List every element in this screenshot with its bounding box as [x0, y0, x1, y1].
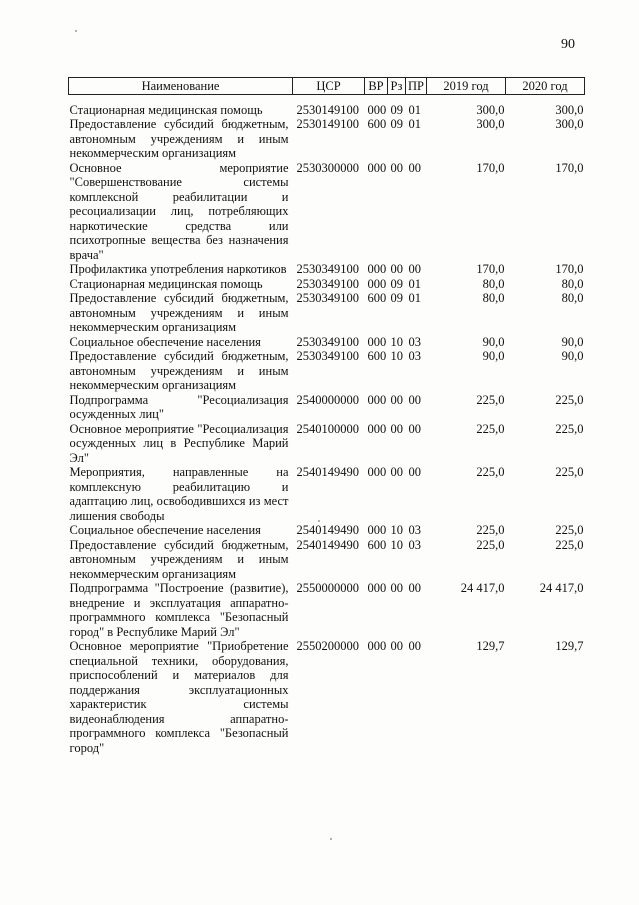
header-vr: ВР: [365, 78, 388, 95]
cell-rz: 09: [390, 102, 403, 117]
cell-name: Основное мероприятие "Приобретение специальной техники, оборудования, приспособлений и материалов для поддержания эксплуатационных характеристик системы видеонаблюдения аппаратно-программного комплекса "Безопасный город": [69, 639, 289, 755]
scan-speck: [75, 30, 77, 32]
cell-2019: 90,0: [482, 349, 505, 363]
cell-name: Предоставление субсидий бюджетным, автономным учреждениям и иным некоммерческим организациям: [69, 349, 289, 392]
scan-speck: [330, 838, 332, 840]
cell-vr: 000: [367, 262, 387, 276]
cell-csr: 2530349100: [296, 276, 359, 291]
cell-2020: 80,0: [561, 291, 584, 305]
cell-pr: 00: [408, 160, 421, 175]
cell-vr: 600: [367, 349, 387, 363]
cell-csr: 2530149100: [296, 102, 359, 117]
cell-rz: 00: [390, 392, 403, 407]
cell-name: Профилактика употребления наркотиков: [69, 262, 287, 276]
cell-2019: 225,0: [476, 523, 505, 537]
cell-2019: 90,0: [482, 334, 505, 349]
cell-name: Стационарная медицинская помощь: [69, 102, 263, 117]
cell-csr: 2540100000: [296, 421, 359, 436]
cell-rz: 09: [390, 291, 403, 305]
table-row: [69, 523, 585, 538]
cell-2020: 225,0: [555, 537, 584, 552]
cell-2019: 225,0: [476, 421, 505, 436]
cell-csr: 2540149490: [296, 523, 359, 537]
cell-csr: 2540149490: [296, 537, 359, 552]
cell-2020: 225,0: [555, 421, 584, 436]
cell-rz: 00: [390, 421, 403, 436]
cell-vr: 000: [367, 523, 387, 537]
cell-pr: 00: [408, 639, 421, 653]
table-row: [69, 161, 585, 263]
cell-2019: 24 417,0: [460, 581, 505, 595]
cell-name: Стационарная медицинская помощь: [69, 276, 263, 291]
cell-rz: 10: [390, 523, 403, 537]
cell-name: Социальное обеспечение населения: [69, 334, 261, 349]
header-name: Наименование: [69, 78, 293, 95]
table-body: [69, 94, 585, 755]
header-rz: Рз: [388, 78, 406, 95]
cell-2020: 24 417,0: [539, 581, 584, 595]
table-row: [69, 465, 585, 523]
cell-rz: 00: [390, 639, 403, 653]
cell-pr: 01: [408, 102, 421, 117]
table-row: [69, 94, 585, 117]
cell-pr: 00: [408, 262, 421, 276]
cell-2019: 80,0: [482, 291, 505, 305]
cell-2020: 300,0: [555, 117, 584, 131]
cell-rz: 10: [390, 349, 403, 363]
cell-csr: 2540149490: [296, 465, 359, 479]
cell-2019: 170,0: [476, 262, 505, 276]
cell-2019: 129,7: [476, 639, 505, 653]
cell-name: Предоставление субсидий бюджетным, автономным учреждениям и иным некоммерческим организациям: [69, 291, 289, 334]
cell-vr: 000: [367, 160, 387, 175]
cell-vr: 000: [367, 276, 387, 291]
cell-vr: 000: [367, 102, 387, 117]
table-row: [69, 117, 585, 161]
cell-rz: 00: [390, 465, 403, 479]
cell-2020: 225,0: [555, 392, 584, 407]
cell-vr: 600: [367, 537, 387, 552]
cell-pr: 00: [408, 392, 421, 407]
cell-2020: 170,0: [555, 262, 584, 276]
header-2020: 2020 год: [506, 78, 585, 95]
header-2019: 2019 год: [427, 78, 506, 95]
cell-2020: 225,0: [555, 465, 584, 479]
table-header-row: [69, 78, 585, 95]
cell-2019: 225,0: [476, 537, 505, 552]
cell-vr: 000: [367, 421, 387, 436]
cell-pr: 00: [408, 581, 421, 595]
cell-name: Подпрограмма "Ресоциализация осужденных лиц": [69, 392, 289, 421]
cell-csr: 2530349100: [296, 334, 359, 349]
cell-rz: 00: [390, 581, 403, 595]
cell-rz: 09: [390, 117, 403, 131]
cell-name: Основное мероприятие "Совершенствование системы комплексной реабилитации и ресоциализации лиц, потребляющих наркотические средства или психотропные вещества без назначения врача": [69, 160, 289, 262]
table-row: [69, 393, 585, 422]
cell-2020: 129,7: [555, 639, 584, 653]
cell-name: Мероприятия, направленные на комплексную реабилитацию и адаптацию лиц, освободившихся из мест лишения свободы: [69, 465, 289, 523]
table-row: [69, 538, 585, 582]
cell-csr: 2550200000: [296, 639, 359, 653]
table-row: [69, 335, 585, 350]
cell-name: Социальное обеспечение населения: [69, 523, 261, 537]
page-number: 90: [561, 37, 575, 52]
table-row: [69, 277, 585, 292]
table-row: [69, 639, 585, 755]
cell-2020: 300,0: [555, 102, 584, 117]
cell-csr: 2530300000: [296, 160, 359, 175]
cell-2019: 225,0: [476, 392, 505, 407]
table-row: [69, 422, 585, 466]
cell-pr: 03: [408, 537, 421, 552]
cell-rz: 00: [390, 262, 403, 276]
cell-vr: 600: [367, 291, 387, 305]
cell-2020: 90,0: [561, 349, 584, 363]
cell-rz: 00: [390, 160, 403, 175]
cell-rz: 10: [390, 537, 403, 552]
cell-csr: 2530149100: [296, 117, 359, 131]
cell-2020: 90,0: [561, 334, 584, 349]
cell-2020: 225,0: [555, 523, 584, 537]
cell-vr: 000: [367, 581, 387, 595]
cell-pr: 03: [408, 523, 421, 537]
cell-vr: 000: [367, 639, 387, 653]
header-csr: ЦСР: [293, 78, 365, 95]
scan-speck: [318, 520, 320, 522]
cell-pr: 00: [408, 465, 421, 479]
cell-2019: 170,0: [476, 160, 505, 175]
header-pr: ПР: [406, 78, 427, 95]
cell-csr: 2540000000: [296, 392, 359, 407]
cell-vr: 000: [367, 392, 387, 407]
table-row: [69, 581, 585, 639]
cell-rz: 09: [390, 276, 403, 291]
cell-rz: 10: [390, 334, 403, 349]
cell-pr: 03: [408, 349, 421, 363]
cell-vr: 600: [367, 117, 387, 131]
cell-name: Предоставление субсидий бюджетным, автономным учреждениям и иным некоммерческим организациям: [69, 537, 289, 581]
cell-name: Предоставление субсидий бюджетным, автономным учреждениям и иным некоммерческим организациям: [69, 117, 289, 160]
cell-name: Основное мероприятие "Ресоциализация осужденных лиц в Республике Марий Эл": [69, 421, 289, 465]
table-row: [69, 262, 585, 277]
cell-pr: 01: [408, 117, 421, 131]
cell-2019: 225,0: [476, 465, 505, 479]
cell-2019: 300,0: [476, 117, 505, 131]
cell-csr: 2550000000: [296, 581, 359, 595]
table-row: [69, 349, 585, 393]
cell-vr: 000: [367, 465, 387, 479]
cell-pr: 01: [408, 276, 421, 291]
cell-csr: 2530349100: [296, 349, 359, 363]
cell-pr: 01: [408, 291, 421, 305]
cell-pr: 03: [408, 334, 421, 349]
cell-pr: 00: [408, 421, 421, 436]
cell-2019: 80,0: [482, 276, 505, 291]
cell-2020: 170,0: [555, 160, 584, 175]
cell-csr: 2530349100: [296, 291, 359, 305]
table-row: [69, 291, 585, 335]
cell-name: Подпрограмма "Построение (развитие), внедрение и эксплуатация аппаратно-программного комплекса "Безопасный город" в Республике Марий Эл": [69, 581, 289, 639]
cell-csr: 2530349100: [296, 262, 359, 276]
budget-table: [68, 77, 585, 755]
cell-vr: 000: [367, 334, 387, 349]
cell-2020: 80,0: [561, 276, 584, 291]
cell-2019: 300,0: [476, 102, 505, 117]
